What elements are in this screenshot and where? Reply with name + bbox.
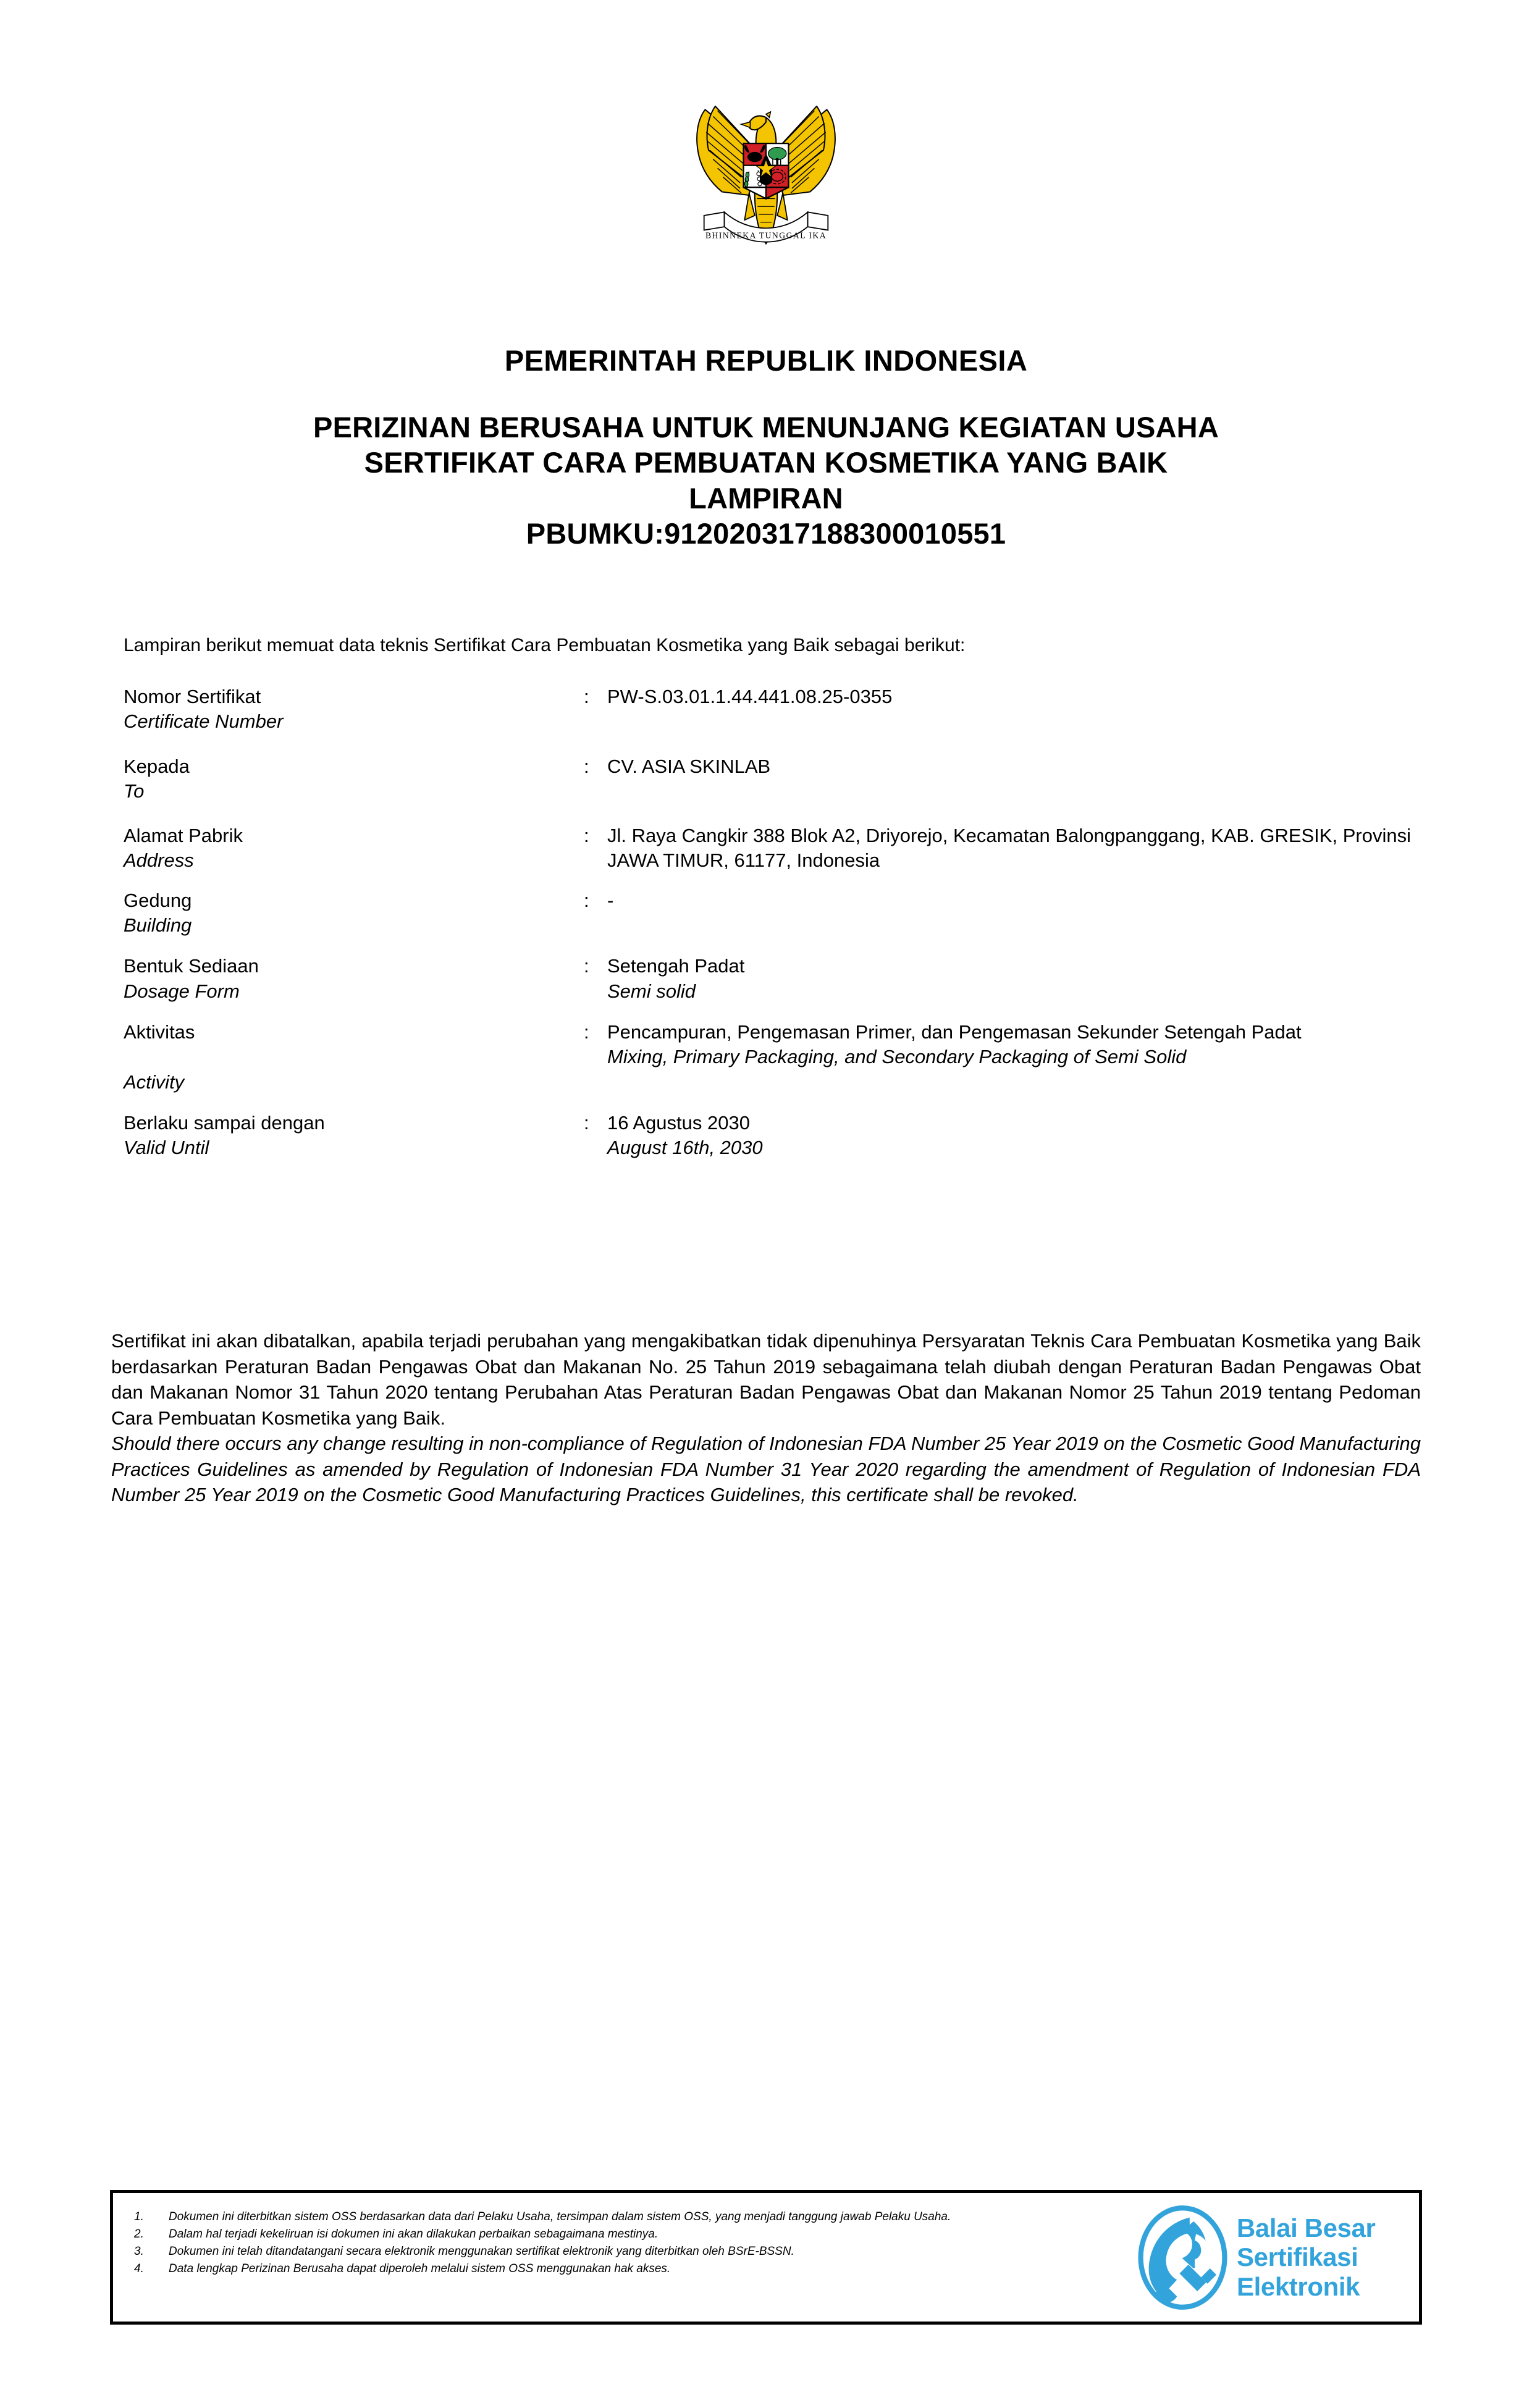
field-colon: : xyxy=(584,755,589,777)
field-row-address xyxy=(124,823,1421,874)
field-row-building xyxy=(124,888,1421,938)
field-row-activity xyxy=(124,1020,1421,1095)
field-row-recipient xyxy=(124,754,1421,804)
field-value-building xyxy=(607,888,1421,913)
field-label-dosage-form xyxy=(124,954,581,1004)
field-value-id: PW-S.03.01.1.44.441.08.25-0355 xyxy=(607,686,893,707)
field-label-id: Nomor Sertifikat xyxy=(124,686,261,707)
field-label-id: Gedung xyxy=(124,889,192,911)
field-value-id: Setengah Padat xyxy=(607,955,745,977)
field-label-recipient xyxy=(124,754,581,804)
field-value-id: 16 Agustus 2030 xyxy=(607,1111,750,1134)
field-value-dosage-form xyxy=(607,954,1421,1004)
field-value-id: CV. ASIA SKINLAB xyxy=(607,755,771,777)
document-title-block xyxy=(117,346,1415,551)
emblem-container xyxy=(0,80,1532,259)
revocation-clause-english: Should there occurs any change resulting in non-compliance of Regulation of Indonesian FDA Number 25 Year 2019 on the Cosmetic Good Manufacturing Practices Guidelines as amended by Regulation of Indonesian FDA Number 31 Year 2020 regarding the amendment of Regulation of Indonesian FDA Number 25 Year 2019 on the Cosmetic Good Manufacturing Practices Guidelines, this certificate shall be revoked. xyxy=(111,1433,1421,1506)
field-label-address xyxy=(124,823,581,874)
field-row-dosage-form xyxy=(124,954,1421,1004)
field-list xyxy=(124,684,1421,1160)
field-label-en: Building xyxy=(124,914,192,937)
footer-disclaimer-box xyxy=(110,2190,1422,2325)
field-colon: : xyxy=(584,686,589,707)
garuda-pancasila-emblem xyxy=(670,80,862,259)
note-text: Dokumen ini telah ditandatangani secara elektronik menggunakan sertifikat elektronik yang diterbitkan oleh BSrE-BSSN. xyxy=(169,2244,794,2258)
note-number: 3. xyxy=(134,2244,144,2258)
field-colon: : xyxy=(584,889,589,911)
note-text: Dokumen ini diterbitkan sistem OSS berdasarkan data dari Pelaku Usaha, tersimpan dalam sistem OSS, yang menjadi tanggung jawab Pelaku Usaha. xyxy=(169,2210,951,2223)
page-title-government: PEMERINTAH REPUBLIK INDONESIA xyxy=(504,344,1028,377)
field-value-certificate-number xyxy=(607,684,1421,709)
emblem-motto-text: BHINNEKA TUNGGAL IKA xyxy=(705,230,827,240)
note-text: Data lengkap Perizinan Berusaha dapat diperoleh melalui sistem OSS menggunakan hak akses. xyxy=(169,2262,671,2275)
field-label-id: Bentuk Sediaan xyxy=(124,955,259,977)
field-label-en: Dosage Form xyxy=(124,980,240,1002)
field-value-id: Jl. Raya Cangkir 388 Blok A2, Driyorejo, Kecamatan Balongpanggang, KAB. GRESIK, Provinsi JAWA TIMUR, 61177, Indonesia xyxy=(607,825,1411,872)
field-label-en: Activity xyxy=(124,1071,185,1093)
field-value-id: - xyxy=(607,889,614,911)
bsre-logo-line-1: Balai Besar xyxy=(1237,2213,1376,2242)
note-number: 4. xyxy=(134,2262,144,2275)
field-label-id: Aktivitas xyxy=(124,1021,195,1043)
note-text: Dalam hal terjadi kekeliruan isi dokumen ini akan dilakukan perbaikan sebagaimana mestinya. xyxy=(169,2227,659,2241)
field-row-valid-until xyxy=(124,1111,1421,1161)
revocation-clause-block xyxy=(111,1328,1421,1508)
field-label-id: Alamat Pabrik xyxy=(124,825,243,847)
field-label-building xyxy=(124,888,581,938)
field-row-certificate-number xyxy=(124,684,1421,735)
field-value-activity xyxy=(607,1020,1421,1070)
field-label-en: Valid Until xyxy=(124,1137,209,1159)
field-colon: : xyxy=(584,1111,589,1134)
bsre-logo-line-3: Elektronik xyxy=(1237,2271,1360,2301)
field-label-id: Berlaku sampai dengan xyxy=(124,1111,325,1134)
bsre-logo-line-2: Sertifikasi xyxy=(1237,2242,1358,2272)
field-label-activity xyxy=(124,1020,581,1095)
bsre-logo xyxy=(1135,2193,1419,2322)
field-value-address xyxy=(607,823,1421,874)
field-label-valid-until xyxy=(124,1111,581,1161)
field-value-id: Pencampuran, Pengemasan Primer, dan Pengemasan Sekunder Setengah Padat xyxy=(607,1021,1302,1043)
field-colon: : xyxy=(584,955,589,977)
list-item xyxy=(134,2244,1129,2260)
list-item xyxy=(134,2261,1129,2278)
field-value-en: Mixing, Primary Packaging, and Secondary Packaging of Semi Solid xyxy=(607,1046,1187,1068)
field-label-en: Certificate Number xyxy=(124,710,284,733)
field-colon: : xyxy=(584,1021,589,1043)
page-title-permit: PERIZINAN BERUSAHA UNTUK MENUNJANG KEGIATAN USAHA xyxy=(313,411,1219,444)
field-label-en: Address xyxy=(124,849,194,872)
bsre-emblem-icon xyxy=(1135,2204,1231,2312)
list-item xyxy=(134,2226,1129,2243)
page-title-certificate: SERTIFIKAT CARA PEMBUATAN KOSMETIKA YANG BAIK xyxy=(364,446,1168,479)
field-value-recipient xyxy=(607,754,1421,779)
intro-text: Lampiran berikut memuat data teknis Sertifikat Cara Pembuatan Kosmetika yang Baik sebagai berikut: xyxy=(124,635,966,655)
footer-notes-list xyxy=(113,2193,1135,2322)
bsre-logo-text xyxy=(1237,2213,1375,2301)
revocation-clause-indonesian: Sertifikat ini akan dibatalkan, apabila terjadi perubahan yang mengakibatkan tidak dipenuhinya Persyaratan Teknis Cara Pembuatan Kosmetika yang Baik berdasarkan Peraturan Badan Pengawas Obat dan Makanan No. 25 Tahun 2019 sebagaimana telah diubah dengan Peraturan Badan Pengawas Obat dan Makanan Nomor 31 Tahun 2020 tentang Perubahan Atas Peraturan Badan Pengawas Obat dan Makanan Nomor 25 Tahun 2019 tentang Pedoman Cara Pembuatan Kosmetika yang Baik. xyxy=(111,1330,1421,1429)
field-value-en: August 16th, 2030 xyxy=(607,1137,763,1159)
field-label-certificate-number xyxy=(124,684,581,735)
page-title-lampiran: LAMPIRAN xyxy=(689,481,843,515)
list-item xyxy=(134,2209,1129,2226)
page-title-pbumku: PBUMKU:912020317188300010551 xyxy=(526,516,1006,550)
field-label-id: Kepada xyxy=(124,755,190,777)
field-value-valid-until xyxy=(607,1111,1421,1161)
field-value-en: Semi solid xyxy=(607,980,696,1002)
note-number: 2. xyxy=(134,2227,144,2241)
note-number: 1. xyxy=(134,2210,144,2223)
field-colon: : xyxy=(584,825,589,847)
field-label-en: To xyxy=(124,780,145,802)
